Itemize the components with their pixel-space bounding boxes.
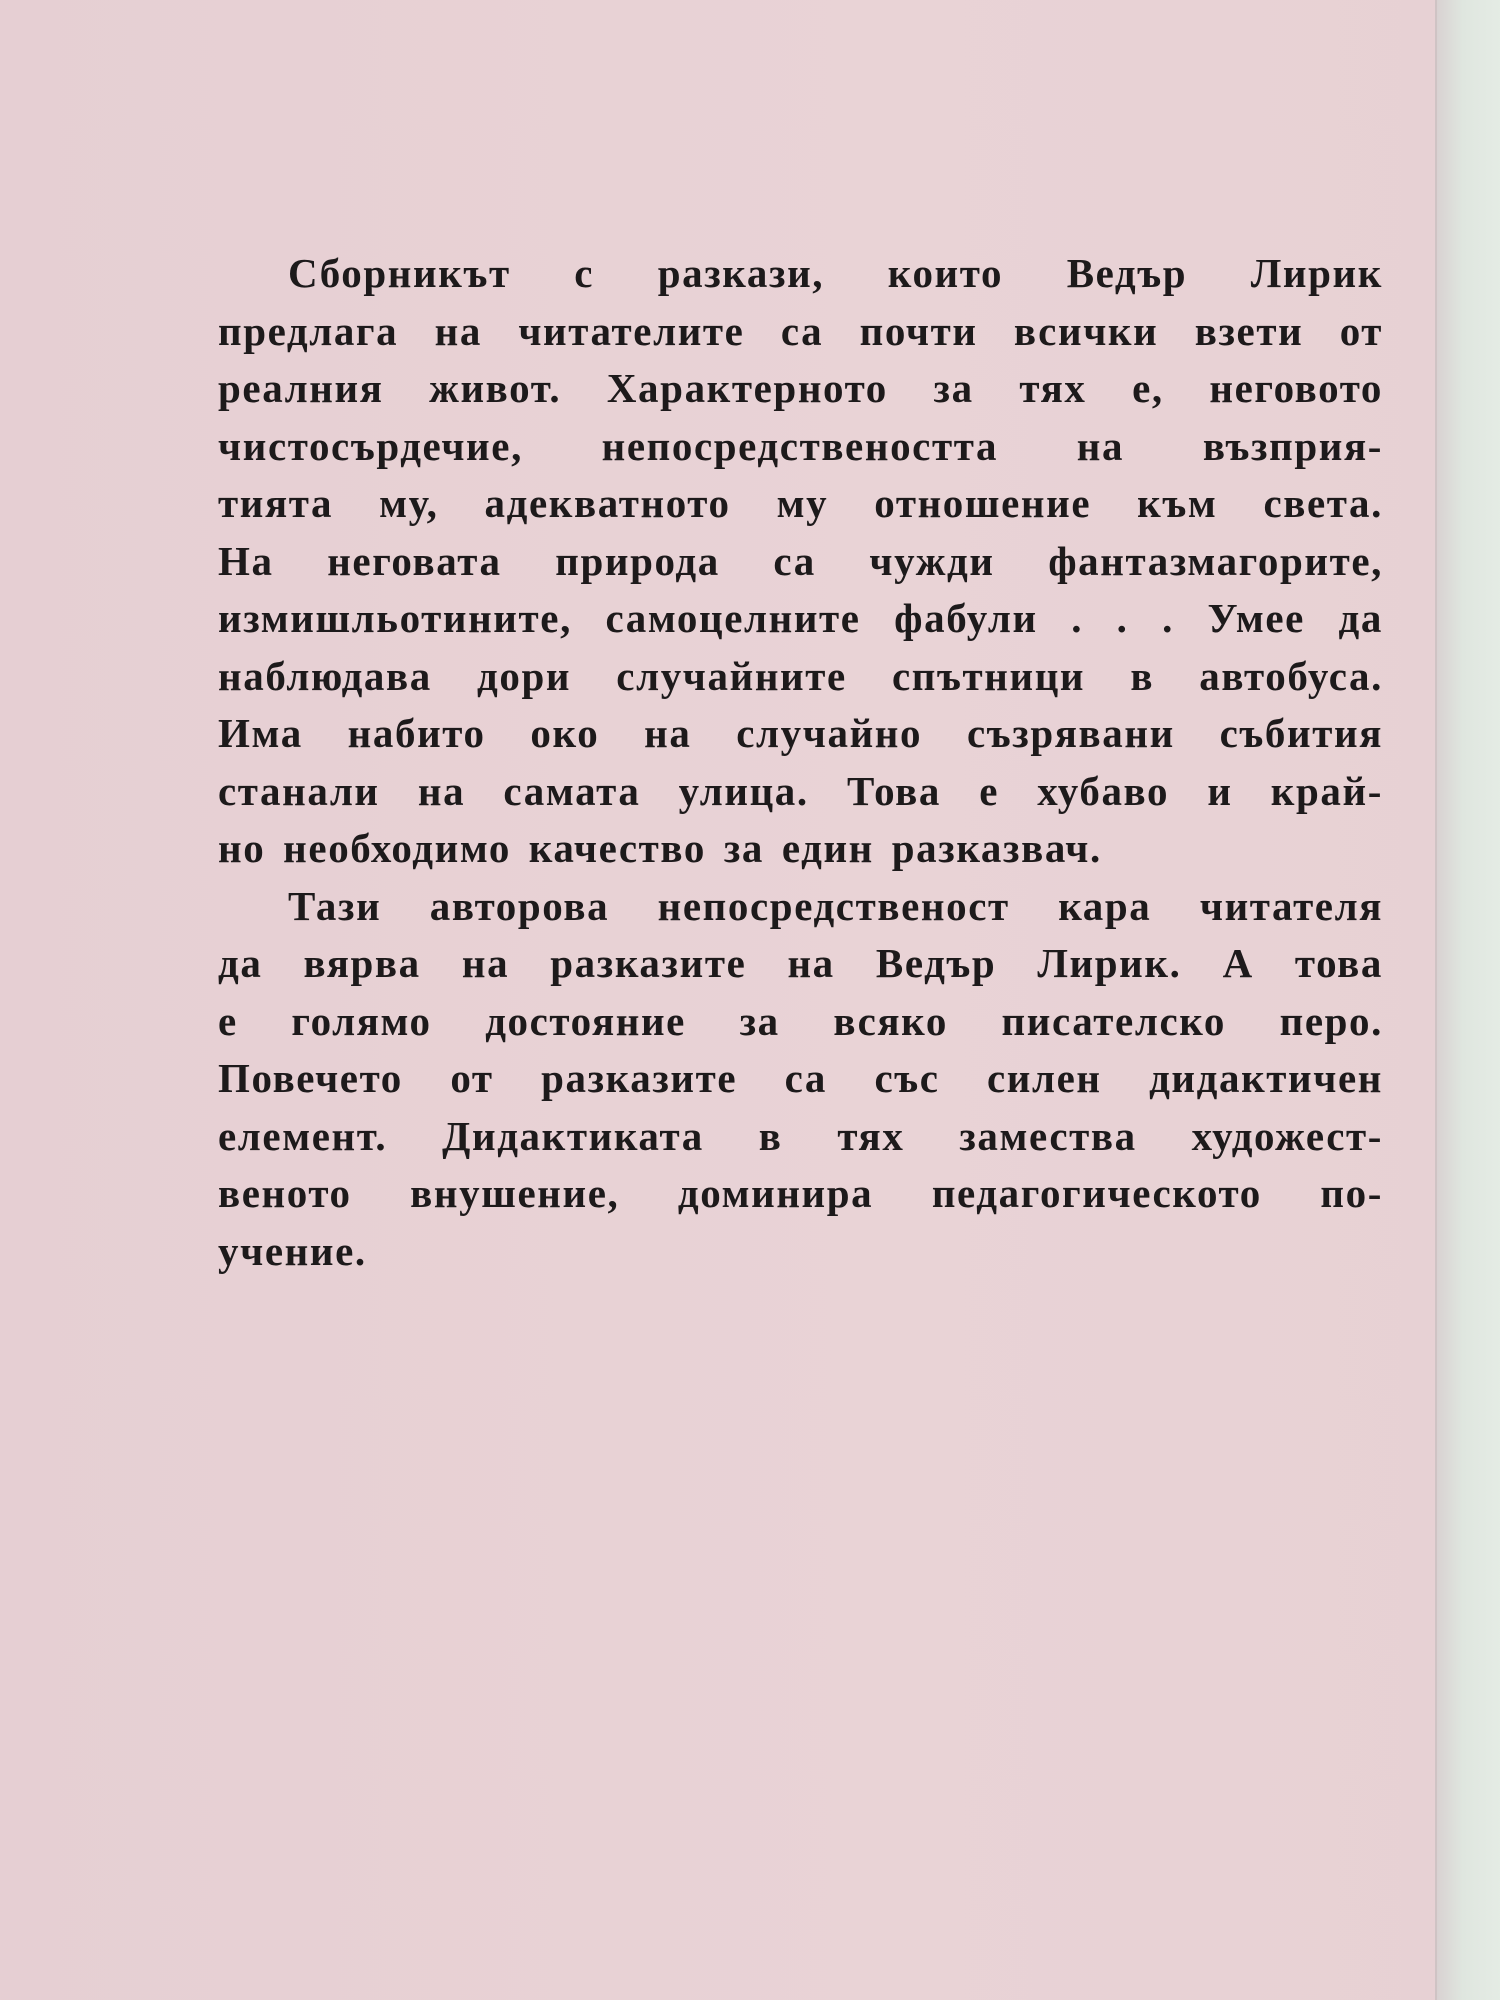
text-line: Сборникът с разкази, които Ведър Лирик: [288, 250, 1383, 296]
text-line: Има набито око на случайно съзрявани събития: [218, 710, 1383, 756]
text-line: е голямо достояние за всяко писателско перо.: [218, 997, 1383, 1044]
text-line: измишльотините, самоцелните фабули . . . Умее да: [218, 595, 1383, 641]
page-edge: [1435, 0, 1500, 2000]
text-line: реалния живот. Характерното за тях е, неговото: [218, 365, 1383, 411]
paragraph-1: [218, 245, 1383, 878]
text-line: но необходимо качество за един разказвач.: [218, 825, 1102, 871]
text-line: Тази авторова непосредственост кара читателя: [288, 882, 1383, 929]
text-line: веното внушение, доминира педагогическото по-: [218, 1170, 1383, 1216]
text-line: учение.: [218, 1227, 367, 1274]
text-line: да вярва на разказите на Ведър Лирик. А това: [218, 940, 1383, 986]
body-text: [218, 245, 1383, 1280]
text-line: На неговата природа са чужди фантазмагорите,: [218, 537, 1383, 584]
text-line: станали на самата улица. Това е хубаво и край-: [218, 767, 1383, 814]
text-line: наблюдава дори случайните спътници в автобуса.: [218, 652, 1383, 699]
text-line: тията му, адекватното му отношение към света.: [218, 480, 1383, 526]
text-line: предлага на читателите са почти всички взети от: [218, 307, 1383, 354]
text-line: елемент. Дидактиката в тях замества художест-: [218, 1112, 1383, 1159]
text-line: чистосърдечие, непосредствеността на възприя-: [218, 422, 1383, 469]
text-line: Повечето от разказите са със силен дидактичен: [218, 1055, 1383, 1101]
paragraph-2: [218, 878, 1383, 1281]
